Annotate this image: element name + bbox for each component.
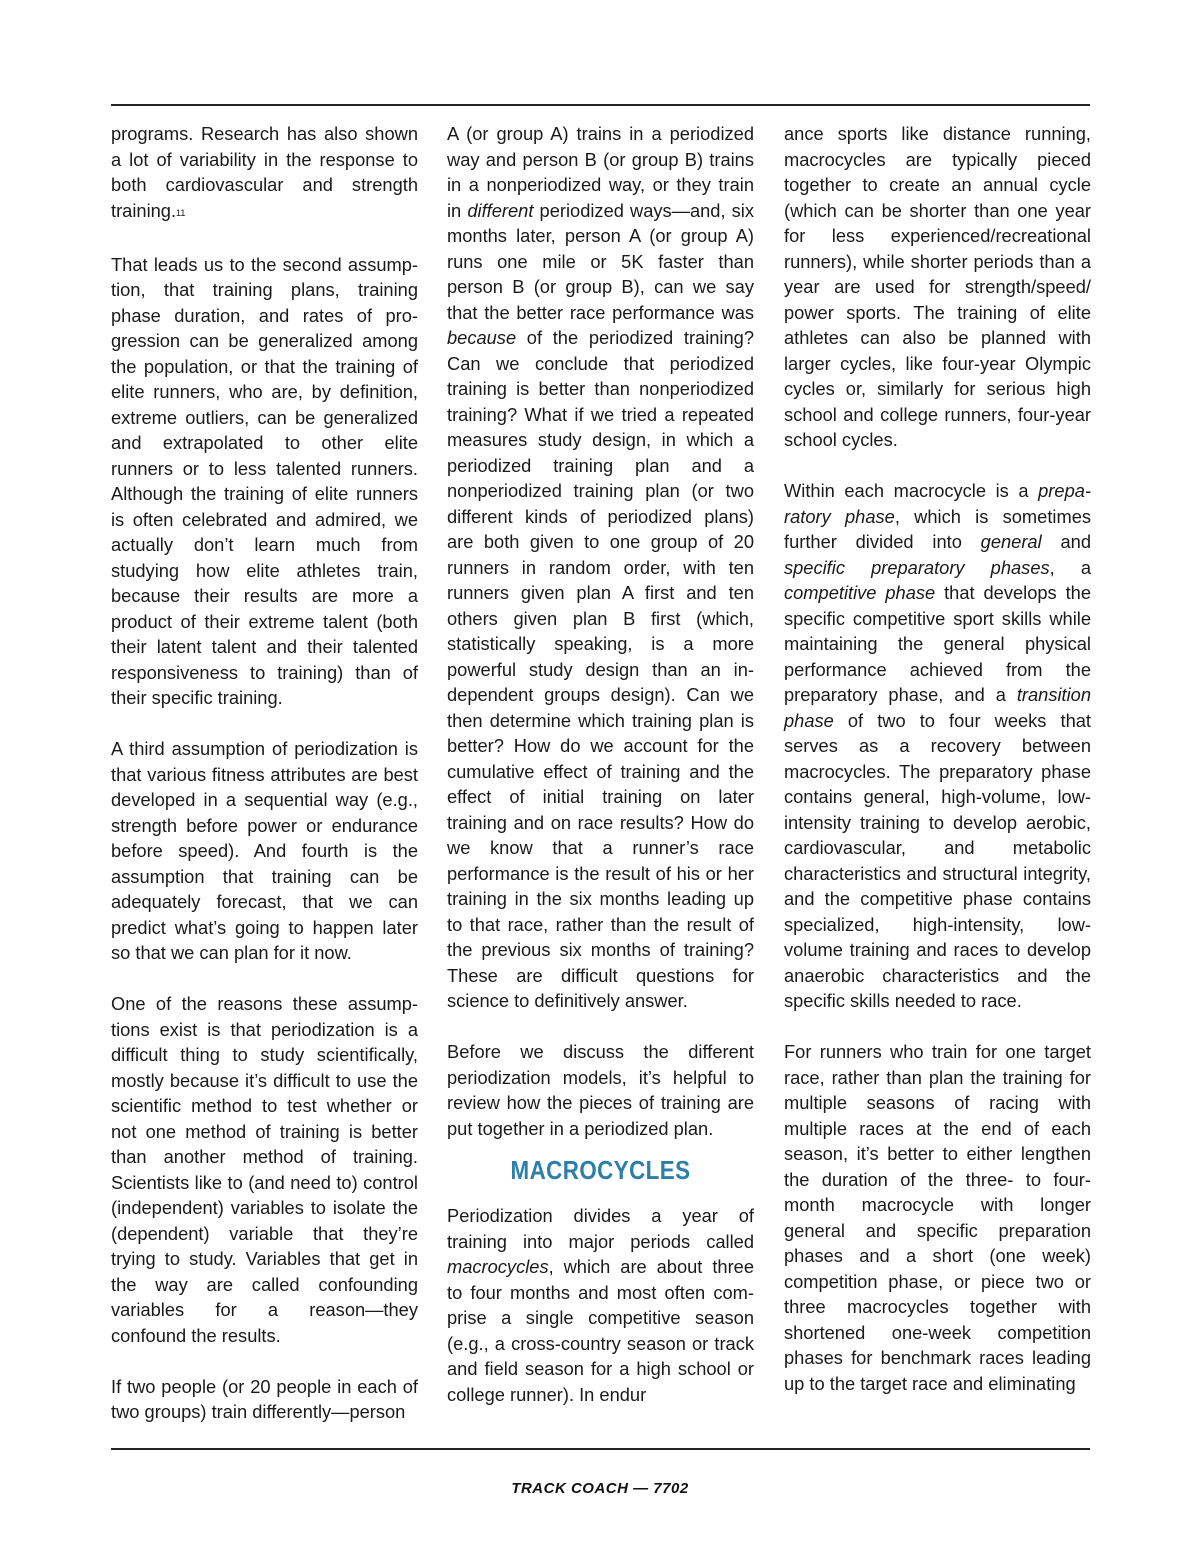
section-heading: MACROCYCLES xyxy=(510,1155,691,1185)
paragraph: That leads us to the second assumption, that training plans, training phase duration, and rates of progression can be generalized among the population, or that the training of elite runners, who are, by definition, extreme outliers, can be generalized and extrapolated to other elite runners or to less talented runners. Although the training of elite runners is often celebrated and admired, we actually don’t learn much from studying how elite athletes train, because their results are more a product of their extreme talent (both their latent talent and their talented responsiveness to training) than of their specific training. xyxy=(111,253,418,708)
paragraph: A (or group A) trains in a periodized way and person B (or group B) trains in a nonperiodized way, or they train in different periodized ways—and, six months later, person A (or group A) runs one mile or 5K faster than person B (or group B), can we say that the better race performance was because of the periodized training? Can we conclude that periodized training is better than nonperiodized training? What if we tried a repeated measures study design, in which a periodized training plan and a nonperiodized training plan (or two different kinds of periodized plans) are both given to one group of 20 runners in random order, with ten runners given plan A first and ten others given plan B first (which, statistically speaking, is a more powerful study design than an independent groups design). Can we then determine which training plan is better? How do we account for the cumulative effect of training and the effect of initial training on later training and on race results? How do we know that a runner’s race performance is the result of his or her training in the six months leading up to that race, rather than the result of the previous six months of training? These are difficult questions for science to definitively answer. xyxy=(447,123,754,1011)
paragraph: Periodization divides a year of training into major periods called macrocycles, which are about three to four months and most often comprise a single competitive season (e.g., a cross-country season or track and field season for a high school or college runner). In endur xyxy=(447,1205,754,1405)
paragraph: For runners who train for one target race, rather than plan the training for multiple seasons of racing with multiple races at the end of each season, it’s better to either lengthen the duration of the three- to four-month macrocycle with longer general and specific preparation phases and a short (one week) competition phase, or piece two or three macrocycles together with shortened one-week competition phases for benchmark races leading up to the target race and eliminating xyxy=(784,1041,1091,1394)
page-footer: TRACK COACH — 7702 xyxy=(511,1480,689,1497)
paragraph: A third assumption of periodization is that various fitness attributes are best developed in a sequential way (e.g., strength before power or endurance before speed). And fourth is the assumption that training can be adequately forecast, that we can predict what’s going to happen later so that we can plan for it now. xyxy=(111,738,418,963)
paragraph: One of the reasons these assumptions exist is that periodization is a difficult thing to study scientifically, mostly because it’s difficult to use the scientific method to test whether or not one method of training is better than another method of training. Scientists like to (and need to) control (independent) variables to isolate the (dependent) variable that they’re trying to study. Variables that get in the way are called confounding variables for a reason—they confound the results. xyxy=(111,993,418,1346)
paragraph: programs. Research has also shown a lot of variability in the response to both cardiovascular and strength training.11 xyxy=(111,123,418,221)
bottom-rule xyxy=(111,1448,1090,1450)
top-rule xyxy=(111,104,1090,106)
paragraph: Before we discuss the different periodization models, it’s helpful to review how the pieces of training are put together in a periodized plan. xyxy=(447,1041,754,1139)
reference-number: 11 xyxy=(176,207,186,218)
column-1 xyxy=(111,121,418,1425)
column-3 xyxy=(784,121,1091,1396)
paragraph: ance sports like distance running, macrocycles are typically pieced together to create an annual cycle (which can be shorter than one year for less experienced/recreational runners), while shorter periods than a year are used for strength/speed/ power sports. The training of elite athletes can also be planned with larger cycles, like four-year Olympic cycles or, similarly for serious high school and college runners, four-year school cycles. xyxy=(784,123,1091,450)
paragraph: If two people (or 20 people in each of two groups) train differently—person xyxy=(111,1375,418,1422)
paragraph: Within each macrocycle is a preparatory phase, which is sometimes further divided into general and specific preparatory phases, a competitive phase that develops the specific competitive sport skills while maintaining the general physical performance achieved from the preparatory phase, and a transition phase of two to four weeks that serves as a recovery between macrocycles. The preparatory phase contains general, high-volume, low-intensity training to develop aerobic, cardiovascular, and metabolic characteristics and structural integrity, and the competitive phase contains specialized, high-intensity, low-volume training and races to develop anaerobic characteristics and the specific skills needed to race. xyxy=(784,480,1092,1011)
column-2 xyxy=(447,121,754,1407)
